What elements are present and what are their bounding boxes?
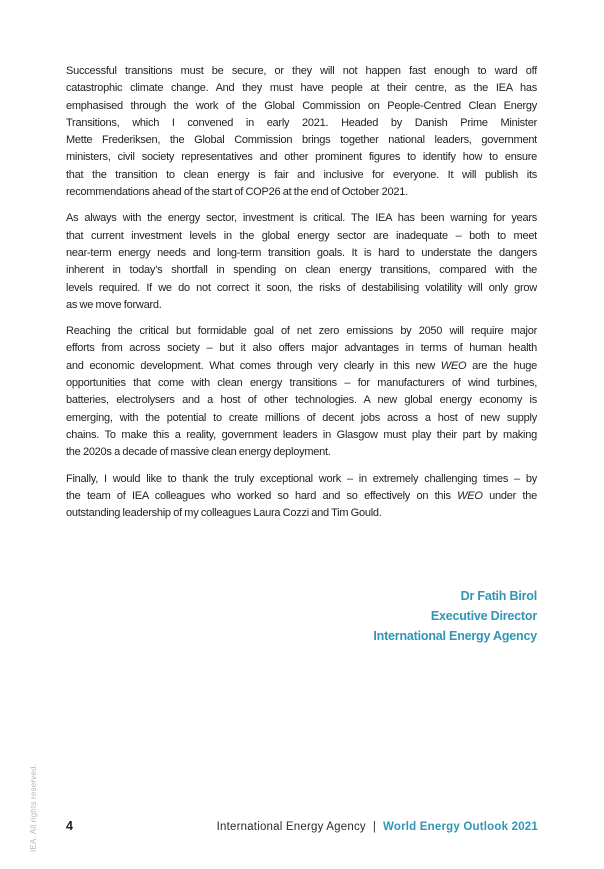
text-line: emerging, with the potential to create millions of decent jobs across a host of new supply <box>66 411 537 424</box>
paragraph-2 <box>66 210 537 314</box>
page-footer <box>66 819 538 833</box>
text-line: and economic development. What comes through very clearly in this new WEO are the huge <box>66 359 537 372</box>
text-line: Reaching the critical but formidable goal of net zero emissions by 2050 will require major <box>66 325 537 338</box>
text-line: Successful transitions must be secure, or they will not happen fast enough to ward off <box>66 65 537 77</box>
text-line: efforts from across society – but it also offers major advantages in terms of human health <box>66 342 537 355</box>
text-line: opportunities that come with clean energy transitions – for manufacturers of wind turbines, <box>66 377 537 390</box>
text-line: inherent in today’s shortfall in spending on clean energy transitions, compared with the <box>66 264 537 277</box>
copyright-side-label: IEA. All rights reserved. <box>29 763 38 852</box>
text-line: the 2020s a decade of massive clean energy deployment. <box>66 446 331 459</box>
footer-title <box>217 821 538 833</box>
text-line: near-term energy needs and long-term transition goals. It is hard to understate the dangers <box>66 246 537 259</box>
text-line: levels required. If we do not correct it soon, the risks of destabilising volatility will only grow <box>66 281 537 294</box>
text-line: batteries, electrolysers and a host of other technologies. A new global energy economy is <box>66 394 537 407</box>
text-line: outstanding leadership of my colleagues Laura Cozzi and Tim Gould. <box>66 507 382 520</box>
paragraph-4 <box>66 471 537 523</box>
signature-title: Executive Director <box>430 609 537 623</box>
text-line: that current investment levels in the global energy sector are inadequate – both to meet <box>66 229 537 242</box>
text-line: as we move forward. <box>66 298 162 311</box>
text-line: ministers, civil society representatives and other prominent figures to identify how to ensure <box>66 151 537 164</box>
text-line: As always with the energy sector, investment is critical. The IEA has been warning for years <box>66 212 537 225</box>
text-line: that the transition to clean energy is fair and inclusive for everyone. It will publish its <box>66 168 537 181</box>
footer-publication: World Energy Outlook 2021 <box>383 821 538 833</box>
footer-separator: | <box>372 821 377 833</box>
footer-agency: International Energy Agency <box>216 821 366 833</box>
text-line: chains. To make this a reality, government leaders in Glasgow must play their part by making <box>66 428 537 441</box>
foreword-body <box>66 63 537 531</box>
text-line: Transitions, which I convened in early 2021. Headed by Danish Prime Minister <box>66 116 537 129</box>
text-line: the team of IEA colleagues who worked so hard and so effectively on this WEO under the <box>66 489 537 502</box>
signature-organization: International Energy Agency <box>373 629 537 643</box>
text-line: emphasised through the work of the Global Commission on People-Centred Clean Energy <box>66 99 537 112</box>
text-line: recommendations ahead of the start of COP26 at the end of October 2021. <box>66 186 408 199</box>
paragraph-3 <box>66 323 537 461</box>
signature-name: Dr Fatih Birol <box>460 589 537 603</box>
signature-block <box>373 586 537 646</box>
text-line: Finally, I would like to thank the truly exceptional work – in extremely challenging times – by <box>66 472 537 485</box>
paragraph-1 <box>66 63 537 201</box>
page-number: 4 <box>66 819 73 833</box>
text-line: Mette Frederiksen, the Global Commission brings together national leaders, government <box>66 134 537 147</box>
text-line: catastrophic climate change. And they must have people at their centre, as the IEA has <box>66 82 537 95</box>
